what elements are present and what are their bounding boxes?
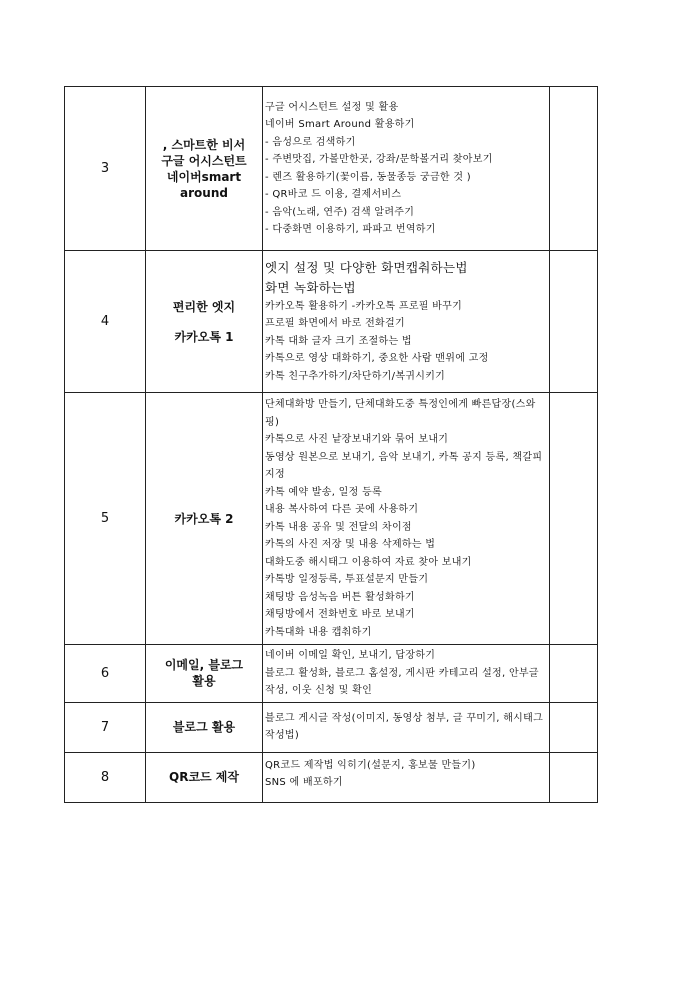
- content-line: 단체대화방 만들기, 단체대화도중 특정인에게 빠른답장(스와핑): [265, 399, 536, 428]
- content-line: - 주변맛집, 가볼만한곳, 강좌/문학볼거리 찾아보기: [265, 154, 493, 165]
- session-content: [263, 87, 550, 251]
- session-title: [146, 87, 263, 251]
- content-line: 구글 어시스턴트 설정 및 활용: [265, 101, 399, 113]
- session-content: [263, 393, 550, 645]
- content-line: QR코드 제작법 익히기(설문지, 홍보물 만들기): [265, 759, 476, 771]
- curriculum-table: [64, 86, 598, 803]
- title-line: around: [180, 185, 228, 200]
- content-line: 카톡 내용 공유 및 전달의 차이점: [265, 521, 412, 533]
- session-content: [263, 251, 550, 393]
- session-title: [146, 645, 263, 703]
- content-line: 내용 복사하여 다른 곳에 사용하기: [265, 504, 419, 515]
- content-line: 카톡으로 영상 대화하기, 중요한 사람 맨위에 고정: [265, 353, 489, 365]
- content-line: 채팅방 음성녹음 버튼 활성화하기: [265, 591, 415, 603]
- table-row: [65, 87, 598, 251]
- content-line: 화면 녹화하는법: [265, 279, 356, 295]
- content-line: 카톡대화 내용 캡춰하기: [265, 626, 372, 638]
- title-line: 편리한 엣지: [172, 299, 236, 314]
- content-line: 네이버 Smart Around 활용하기: [265, 119, 415, 130]
- content-line: - 음악(노래, 연주) 검색 알려주기: [265, 206, 415, 218]
- notes-cell: [550, 702, 598, 752]
- notes-cell: [550, 645, 598, 703]
- table-row: [65, 702, 598, 752]
- title-line: 이메일, 블로그: [164, 658, 244, 673]
- content-line: 카톡의 사진 저장 및 내용 삭제하는 법: [265, 539, 436, 550]
- session-title: [146, 251, 263, 393]
- table-row: [65, 645, 598, 703]
- table-row: [65, 752, 598, 802]
- session-title: [146, 702, 263, 752]
- session-content: [263, 702, 550, 752]
- table-row: [65, 393, 598, 645]
- title-line: 블로그 활용: [172, 720, 236, 734]
- content-line: 대화도중 해시태그 이용하여 자료 찾아 보내기: [265, 556, 472, 568]
- title-line: , 스마트한 비서: [162, 137, 246, 152]
- session-content: [263, 645, 550, 703]
- title-line: 카카오톡 2: [174, 511, 234, 526]
- session-number: 7: [65, 702, 146, 752]
- notes-cell: [550, 752, 598, 802]
- session-title: [146, 393, 263, 645]
- content-line: 블로그 활성화, 블로그 홈설정, 게시판 카테고리 설정, 안부글 작성, 이웃 신청 및 확인: [265, 667, 539, 696]
- title-line: QR코드 제작: [169, 770, 239, 784]
- session-title: [146, 752, 263, 802]
- content-line: 블로그 게시글 작성(이미지, 동영상 첨부, 글 꾸미기, 해시태그 작성법): [265, 712, 544, 741]
- title-line: 카카오톡 1: [174, 329, 234, 344]
- session-number: 3: [65, 87, 146, 251]
- content-line: 프로필 화면에서 바로 전화걸기: [265, 318, 405, 330]
- table-row: [65, 251, 598, 393]
- content-line: 카톡으로 사진 낱장보내기와 묶어 보내기: [265, 434, 449, 445]
- notes-cell: [550, 393, 598, 645]
- content-line: 카톡방 일정등록, 투표설문지 만들기: [265, 574, 429, 585]
- session-number: 8: [65, 752, 146, 802]
- content-line: 카톡 대화 글자 크기 조절하는 법: [265, 335, 412, 347]
- session-number: 5: [65, 393, 146, 645]
- content-line: - 렌즈 활용하기(꽃이름, 동물종등 궁금한 것 ): [265, 171, 471, 183]
- notes-cell: [550, 87, 598, 251]
- content-line: 네이버 이메일 확인, 보내기, 답장하기: [265, 650, 436, 661]
- content-line: 동영상 원본으로 보내기, 음악 보내기, 카톡 공지 등록, 책갈피지정: [265, 451, 543, 480]
- content-line: - 음성으로 검색하기: [265, 136, 356, 148]
- content-line: 채팅방에서 전화번호 바로 보내기: [265, 609, 415, 620]
- content-line: 엣지 설정 및 다양한 화면캡춰하는법: [265, 259, 468, 275]
- content-line: 카카오톡 활용하기 -카카오톡 프로필 바꾸기: [265, 300, 463, 312]
- title-line: 구글 어시스턴트: [161, 153, 247, 168]
- session-number: 4: [65, 251, 146, 393]
- session-number: 6: [65, 645, 146, 703]
- notes-cell: [550, 251, 598, 393]
- title-line: 네이버smart: [166, 169, 242, 184]
- content-line: 카톡 예약 발송, 일정 등록: [265, 486, 382, 498]
- content-line: - QR바코 드 이용, 결제서비스: [265, 189, 402, 200]
- content-line: SNS 에 배포하기: [265, 777, 343, 788]
- session-content: [263, 752, 550, 802]
- title-line: 활용: [192, 674, 216, 689]
- content-line: - 다중화면 이용하기, 파파고 번역하기: [265, 224, 436, 235]
- content-line: 카톡 친구추가하기/차단하기/복귀시키기: [265, 370, 446, 382]
